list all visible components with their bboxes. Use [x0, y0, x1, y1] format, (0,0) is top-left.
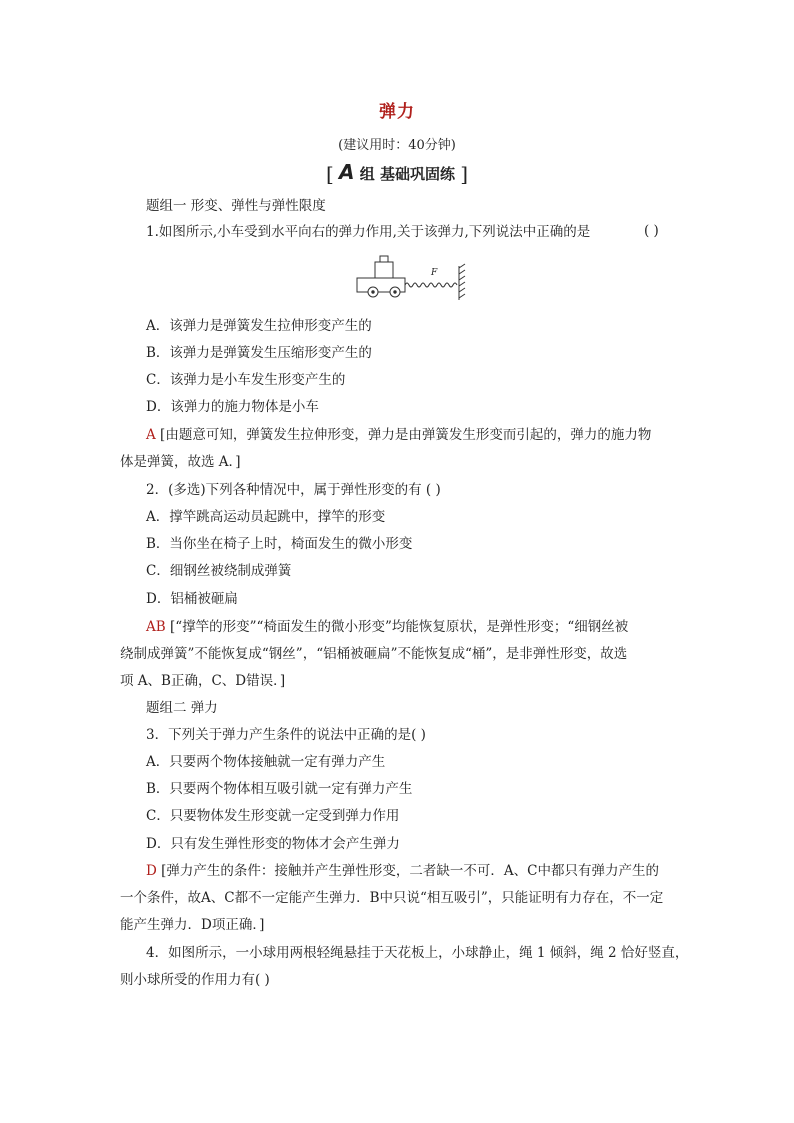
q3-option-b: B．只要两个物体相互吸引就一定有弹力产生	[146, 781, 413, 797]
q1-answer-blank: ( )	[644, 223, 659, 239]
q3-stem: 3．下列关于弹力产生条件的说法中正确的是( )	[146, 727, 426, 743]
q2-explanation-line2: 绕制成弹簧”不能恢复成“钢丝”，“铝桶被砸扁”不能恢复成“桶”，是非弹性形变，故选	[120, 646, 628, 662]
q3-explanation-text: [弹力产生的条件：接触并产生弹性形变，二者缺一不可．A、C中都只有弹力产生的	[161, 863, 659, 879]
q3-option-a: A．只要两个物体接触就一定有弹力产生	[146, 754, 386, 770]
q1-answer: A	[146, 427, 156, 443]
q2-explanation-text: [“撑竿的形变”“椅面发生的微小形变”均能恢复原状，是弹性形变；“细钢丝被	[169, 619, 629, 635]
q1-explanation-text: [由题意可知，弹簧发生拉伸形变，弹力是由弹簧发生形变而引起的，弹力的施力物	[160, 427, 652, 443]
section-heading-2: 题组二 弹力	[146, 700, 218, 716]
q1-explanation-line2: 体是弹簧，故选 A．]	[120, 454, 241, 470]
q1-option-d: D．该弹力的施力物体是小车	[146, 399, 319, 415]
q2-option-a: A．撑竿跳高运动员起跳中，撑竿的形变	[146, 509, 386, 525]
q2-option-d: D．铝桶被砸扁	[146, 591, 238, 607]
q3-answer: D	[146, 863, 157, 879]
q1-option-b: B．该弹力是弹簧发生压缩形变产生的	[146, 345, 372, 361]
q1-stem: 1.如图所示,小车受到水平向右的弹力作用,关于该弹力,下列说法中正确的是	[146, 224, 591, 240]
block	[375, 262, 393, 278]
bracket-open: [	[325, 162, 334, 186]
q1-option-c: C．该弹力是小车发生形变产生的	[146, 372, 346, 388]
q3-explanation-line1	[146, 862, 659, 880]
bracket-close: ]	[460, 162, 469, 186]
q3-option-d: D．只有发生弹性形变的物体才会产生弹力	[146, 836, 400, 852]
block-top	[380, 256, 388, 262]
q4-stem-line1: 4．如图所示，一小球用两根轻绳悬挂于天花板上，小球静止，绳 1 倾斜，绳 2 恰好竖直，	[146, 945, 689, 961]
q3-explanation-line3: 能产生弹力．D项正确．]	[120, 917, 265, 933]
cart-spring-figure	[355, 252, 471, 302]
q2-option-b: B．当你坐在椅子上时，椅面发生的微小形变	[146, 536, 413, 552]
group-heading	[0, 160, 794, 186]
page-title: 弹力	[379, 102, 415, 122]
group-letter: A	[339, 160, 355, 184]
q2-explanation-line3: 项 A、B正确，C、D错误．]	[120, 673, 286, 689]
q1-option-a: A．该弹力是弹簧发生拉伸形变产生的	[146, 318, 372, 334]
spring	[405, 283, 457, 287]
q2-answer: AB	[146, 619, 166, 635]
q1-explanation-line1	[146, 426, 651, 444]
q3-explanation-line2: 一个条件，故A、C都不一定能产生弹力．B中只说“相互吸引”，只能证明有力存在，不一定	[120, 890, 664, 906]
suggested-time: (建议用时：40分钟)	[338, 138, 456, 153]
q2-explanation-line1	[146, 618, 628, 636]
q2-option-c: C．细钢丝被绕制成弹簧	[146, 563, 292, 579]
section-heading-1: 题组一 形变、弹性与弹性限度	[146, 198, 326, 214]
q3-option-c: C．只要物体发生形变就一定受到弹力作用	[146, 808, 400, 824]
q4-stem-line2: 则小球所受的作用力有( )	[120, 972, 270, 988]
q2-stem: 2．(多选)下列各种情况中，属于弹性形变的有 ( )	[146, 482, 441, 498]
force-label: F	[431, 268, 438, 278]
group-label: 组 基础巩固练	[359, 165, 455, 183]
